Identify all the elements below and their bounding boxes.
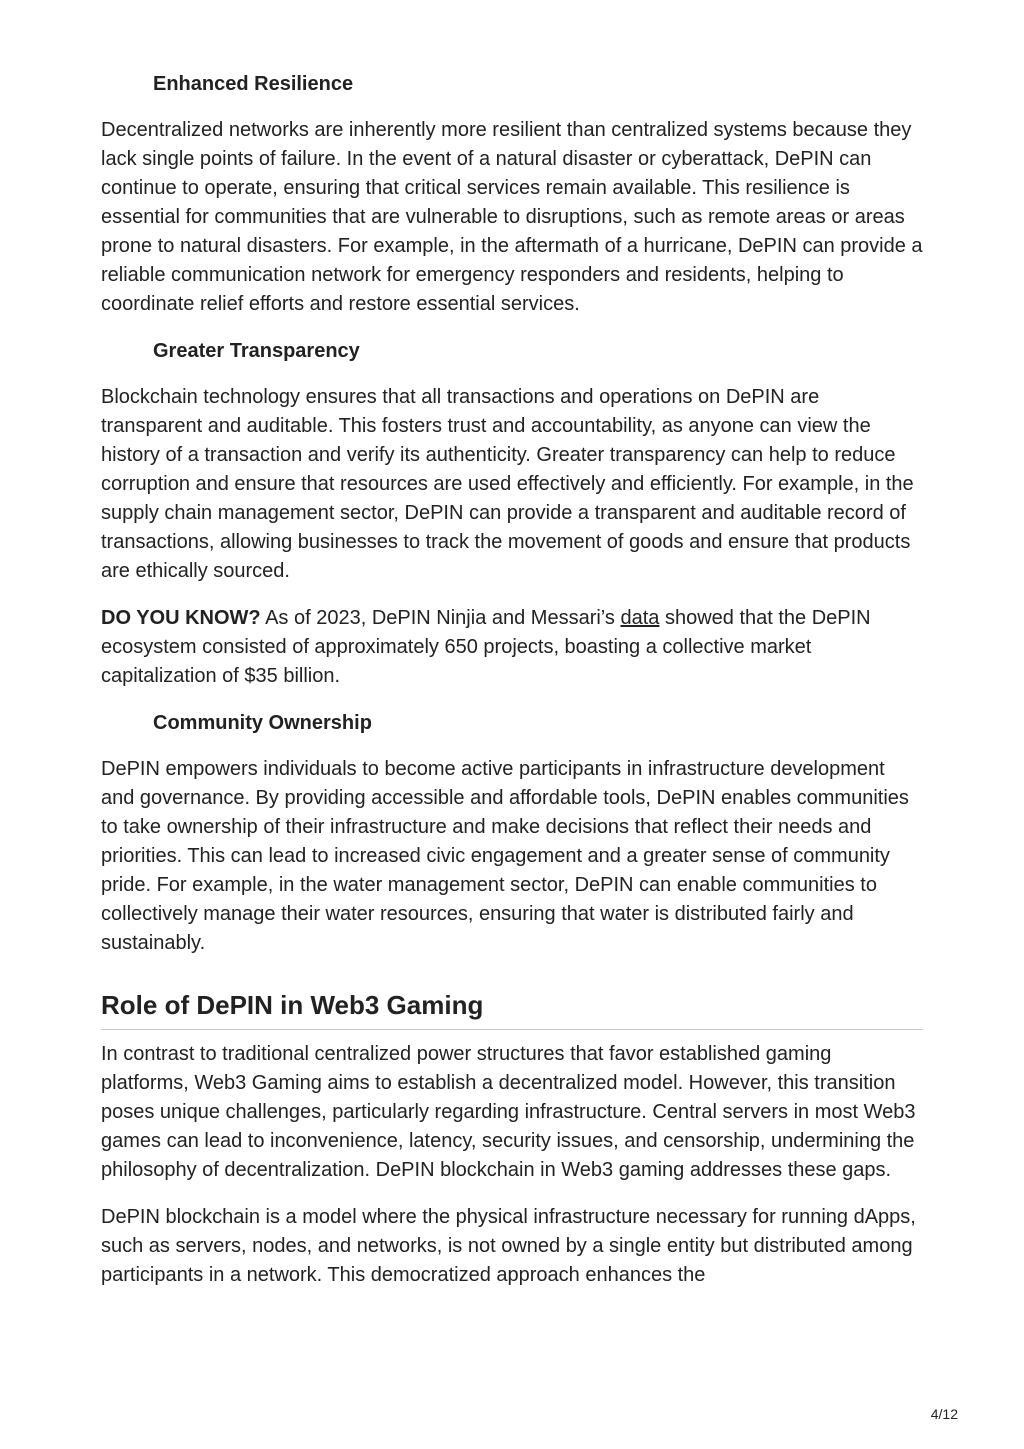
paragraph-web3-gaming-2: DePIN blockchain is a model where the physical infrastructure necessary for running dApps, such as servers, nodes, and networks, is not owned by a single entity but distributed among participants in a network. This democratized approach enhances the [101, 1206, 916, 1286]
did-you-know-text-after: showed that the DePIN ecosystem consisted of approximately 650 projects, boasting a collective market capitalization of $35 billion. [101, 607, 871, 687]
did-you-know-label: DO YOU KNOW? [101, 607, 261, 629]
did-you-know-text-before: As of 2023, DePIN Ninjia and Messari’s [260, 607, 621, 629]
did-you-know-callout [101, 604, 923, 691]
paragraph-ownership: DePIN empowers individuals to become active participants in infrastructure development and governance. By providing accessible and affordable tools, DePIN enables communities to take ownership of their infrastructure and make decisions that reflect their needs and priorities. This can lead to increased civic engagement and a greater sense of community pride. For example, in the water management sector, DePIN can enable communities to collectively manage their water resources, ensuring that water is distributed fairly and sustainably. [101, 758, 909, 954]
paragraph-resilience: Decentralized networks are inherently more resilient than centralized systems because they lack single points of failure. In the event of a natural disaster or cyberattack, DePIN can continue to operate, ensuring that critical services remain available. This resilience is essential for communities that are vulnerable to disruptions, such as remote areas or areas prone to natural disasters. For example, in the aftermath of a hurricane, DePIN can provide a reliable communication network for emergency responders and residents, helping to coordinate relief efforts and restore essential services. [101, 119, 923, 315]
paragraph-transparency: Blockchain technology ensures that all transactions and operations on DePIN are transparent and auditable. This fosters trust and accountability, as anyone can view the history of a transaction and verify its authenticity. Greater transparency can help to reduce corruption and ensure that resources are used effectively and efficiently. For example, in the supply chain management sector, DePIN can provide a transparent and auditable record of transactions, allowing businesses to track the movement of goods and ensure that products are ethically sourced. [101, 386, 914, 582]
document-content [101, 70, 923, 1308]
heading-greater-transparency: Greater Transparency [153, 340, 360, 362]
data-link[interactable]: data [620, 607, 660, 629]
heading-community-ownership: Community Ownership [153, 712, 372, 734]
section-title-web3-gaming: Role of DePIN in Web3 Gaming [101, 988, 923, 1030]
page-number: 4/12 [930, 1406, 958, 1422]
paragraph-web3-gaming-1: In contrast to traditional centralized power structures that favor established gaming platforms, Web3 Gaming aims to establish a decentralized model. However, this transition poses unique challenges, particularly regarding infrastructure. Central servers in most Web3 games can lead to inconvenience, latency, security issues, and censorship, undermining the philosophy of decentralization. DePIN blockchain in Web3 gaming addresses these gaps. [101, 1043, 916, 1181]
heading-enhanced-resilience: Enhanced Resilience [153, 73, 354, 95]
